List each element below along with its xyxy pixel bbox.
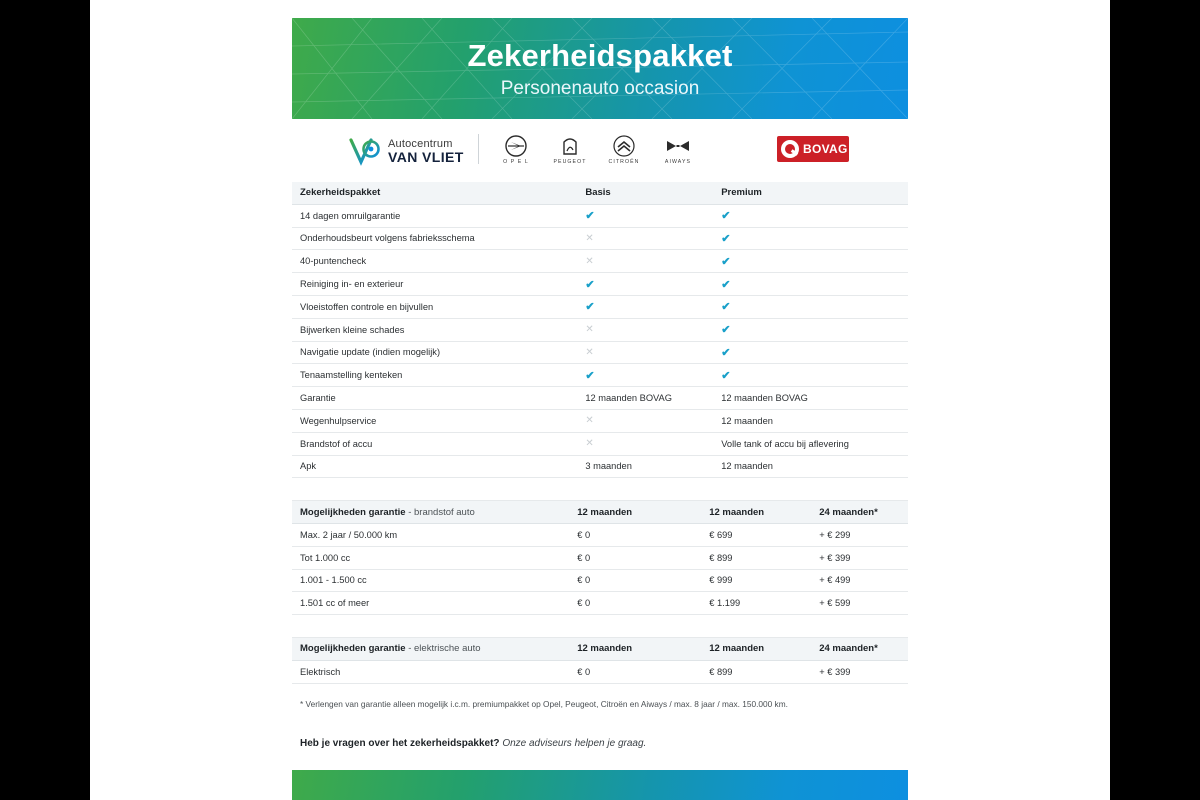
cross-icon: ✕ bbox=[585, 438, 594, 450]
column-header-term-3: 24 maanden* bbox=[811, 638, 908, 660]
basis-value bbox=[577, 250, 713, 273]
feature-label: Reiniging in- en exterieur bbox=[292, 273, 577, 296]
price-12m-basis: € 0 bbox=[569, 546, 701, 569]
basis-value bbox=[577, 432, 713, 455]
price-24m-extra: + € 399 bbox=[811, 546, 908, 569]
premium-value: 12 maanden bbox=[713, 409, 908, 432]
bovag-mark-icon bbox=[781, 140, 799, 158]
warranty-title-sub: - elektrische auto bbox=[405, 643, 481, 655]
check-icon: ✔ bbox=[585, 210, 595, 223]
contact-answer: Onze adviseurs helpen je graag. bbox=[502, 738, 647, 750]
warranty-title: Mogelijkheden garantie bbox=[300, 643, 406, 655]
dealer-logo-text bbox=[388, 139, 464, 165]
feature-label: 1.001 - 1.500 cc bbox=[292, 569, 569, 592]
citroen-caption: CITROËN bbox=[608, 159, 640, 165]
feature-label: Onderhoudsbeurt volgens fabrieksschema bbox=[292, 227, 577, 250]
premium-value: 12 maanden bbox=[713, 455, 908, 478]
price-12m-basis: € 0 bbox=[569, 660, 701, 683]
column-header-term-2: 12 maanden bbox=[701, 638, 811, 660]
header-banner bbox=[292, 18, 908, 119]
table-spacer-row bbox=[292, 478, 908, 501]
column-header-term-3: 24 maanden* bbox=[811, 501, 908, 523]
price-12m-premium: € 699 bbox=[701, 523, 811, 546]
table-row bbox=[292, 409, 908, 432]
cross-icon: ✕ bbox=[585, 255, 594, 267]
check-icon: ✔ bbox=[721, 232, 731, 245]
dealer-name-line1: Autocentrum bbox=[388, 137, 453, 150]
price-12m-premium: € 999 bbox=[701, 569, 811, 592]
table-row bbox=[292, 250, 908, 273]
feature-label: 14 dagen omruilgarantie bbox=[292, 204, 577, 227]
price-24m-extra: + € 599 bbox=[811, 592, 908, 615]
feature-label: Brandstof of accu bbox=[292, 432, 577, 455]
table-row bbox=[292, 387, 908, 410]
table-row bbox=[292, 660, 908, 683]
brand-row bbox=[292, 130, 908, 175]
cross-icon: ✕ bbox=[585, 324, 594, 336]
basis-value bbox=[577, 409, 713, 432]
premium-value bbox=[713, 318, 908, 341]
contact-line bbox=[292, 738, 908, 749]
van-vliet-mark-icon bbox=[348, 136, 382, 168]
basis-value bbox=[577, 227, 713, 250]
basis-value bbox=[577, 318, 713, 341]
table-row bbox=[292, 546, 908, 569]
column-header-term-2: 12 maanden bbox=[701, 501, 811, 523]
feature-label: Bijwerken kleine schades bbox=[292, 318, 577, 341]
basis-value bbox=[577, 295, 713, 318]
table-row bbox=[292, 364, 908, 387]
feature-label: 40-puntencheck bbox=[292, 250, 577, 273]
check-icon: ✔ bbox=[585, 301, 595, 314]
basis-value bbox=[577, 364, 713, 387]
column-header-term-1: 12 maanden bbox=[569, 501, 701, 523]
check-icon: ✔ bbox=[721, 324, 731, 337]
warranty-title: Mogelijkheden garantie bbox=[300, 506, 406, 518]
feature-label: Tot 1.000 cc bbox=[292, 546, 569, 569]
brand-divider bbox=[478, 134, 479, 164]
page-title: Zekerheidspakket bbox=[467, 38, 733, 73]
check-icon: ✔ bbox=[585, 278, 595, 291]
feature-label: Tenaamstelling kenteken bbox=[292, 364, 577, 387]
feature-label: Navigatie update (indien mogelijk) bbox=[292, 341, 577, 364]
table-row bbox=[292, 341, 908, 364]
table-row bbox=[292, 204, 908, 227]
warranty-electric-table bbox=[292, 638, 908, 684]
content-area bbox=[292, 182, 908, 749]
feature-label: Garantie bbox=[292, 387, 577, 410]
column-header-warranty-options bbox=[292, 501, 569, 523]
package-comparison-table bbox=[292, 182, 908, 501]
feature-label: Elektrisch bbox=[292, 660, 569, 683]
column-header-warranty-options bbox=[292, 638, 569, 660]
table-row bbox=[292, 523, 908, 546]
check-icon: ✔ bbox=[721, 278, 731, 291]
premium-value bbox=[713, 295, 908, 318]
table-header-row bbox=[292, 501, 908, 523]
page-subtitle: Personenauto occasion bbox=[500, 78, 700, 99]
price-24m-extra: + € 299 bbox=[811, 523, 908, 546]
peugeot-lion-icon bbox=[552, 134, 588, 158]
column-header-basis: Basis bbox=[577, 182, 713, 204]
table-row bbox=[292, 227, 908, 250]
feature-label: Wegenhulpservice bbox=[292, 409, 577, 432]
check-icon: ✔ bbox=[721, 255, 731, 268]
cross-icon: ✕ bbox=[585, 232, 594, 244]
cross-icon: ✕ bbox=[585, 346, 594, 358]
aiways-logo bbox=[660, 134, 696, 165]
citroen-chevrons-icon bbox=[606, 134, 642, 158]
opel-logo bbox=[498, 134, 534, 165]
premium-value bbox=[713, 341, 908, 364]
opel-blitz-icon bbox=[498, 134, 534, 158]
table-header-row bbox=[292, 182, 908, 204]
feature-label: Max. 2 jaar / 50.000 km bbox=[292, 523, 569, 546]
price-24m-extra: + € 399 bbox=[811, 660, 908, 683]
bovag-badge bbox=[777, 136, 849, 162]
feature-label: Vloeistoffen controle en bijvullen bbox=[292, 295, 577, 318]
column-header-term-1: 12 maanden bbox=[569, 638, 701, 660]
table-spacer-row bbox=[292, 615, 908, 638]
price-24m-extra: + € 499 bbox=[811, 569, 908, 592]
basis-value bbox=[577, 341, 713, 364]
check-icon: ✔ bbox=[585, 369, 595, 382]
price-12m-premium: € 899 bbox=[701, 546, 811, 569]
table-row bbox=[292, 273, 908, 296]
aiways-mark-icon bbox=[660, 134, 696, 158]
price-12m-premium: € 899 bbox=[701, 660, 811, 683]
price-12m-basis: € 0 bbox=[569, 569, 701, 592]
premium-value bbox=[713, 204, 908, 227]
dealer-name-line2: VAN VLIET bbox=[388, 149, 464, 166]
oem-logo-group bbox=[498, 134, 696, 165]
document-page bbox=[90, 0, 1110, 800]
basis-value: 3 maanden bbox=[577, 455, 713, 478]
feature-label: 1.501 cc of meer bbox=[292, 592, 569, 615]
bovag-label: BOVAG bbox=[803, 142, 848, 156]
basis-value bbox=[577, 273, 713, 296]
premium-value: Volle tank of accu bij aflevering bbox=[713, 432, 908, 455]
price-12m-basis: € 0 bbox=[569, 592, 701, 615]
dealer-logo bbox=[348, 136, 464, 168]
warranty-fuel-table bbox=[292, 501, 908, 638]
footnote: * Verlengen van garantie alleen mogelijk i.c.m. premiumpakket op Opel, Peugeot, Citroën en Aiways / max. 8 jaar / max. 150.000 km. bbox=[300, 698, 788, 709]
price-12m-basis: € 0 bbox=[569, 523, 701, 546]
premium-value bbox=[713, 250, 908, 273]
cross-icon: ✕ bbox=[585, 415, 594, 427]
opel-caption: O P E L bbox=[503, 159, 529, 165]
basis-value bbox=[577, 204, 713, 227]
premium-value bbox=[713, 227, 908, 250]
price-12m-premium: € 1.199 bbox=[701, 592, 811, 615]
column-header-premium: Premium bbox=[713, 182, 908, 204]
table-row bbox=[292, 569, 908, 592]
aiways-caption: AIWAYS bbox=[664, 159, 692, 165]
table-row bbox=[292, 318, 908, 341]
table-row bbox=[292, 455, 908, 478]
basis-value: 12 maanden BOVAG bbox=[577, 387, 713, 410]
warranty-title-sub: - brandstof auto bbox=[405, 506, 475, 518]
premium-value: 12 maanden BOVAG bbox=[713, 387, 908, 410]
feature-label: Apk bbox=[292, 455, 577, 478]
check-icon: ✔ bbox=[721, 301, 731, 314]
column-header-feature: Zekerheidspakket bbox=[292, 182, 577, 204]
check-icon: ✔ bbox=[721, 369, 731, 382]
contact-question: Heb je vragen over het zekerheidspakket? bbox=[300, 738, 500, 750]
premium-value bbox=[713, 364, 908, 387]
peugeot-logo bbox=[552, 134, 588, 165]
table-row bbox=[292, 295, 908, 318]
table-row bbox=[292, 432, 908, 455]
citroen-logo bbox=[606, 134, 642, 165]
premium-value bbox=[713, 273, 908, 296]
footer-banner bbox=[292, 770, 908, 800]
table-header-row bbox=[292, 638, 908, 660]
check-icon: ✔ bbox=[721, 346, 731, 359]
table-row bbox=[292, 592, 908, 615]
peugeot-caption: PEUGEOT bbox=[553, 159, 587, 165]
check-icon: ✔ bbox=[721, 210, 731, 223]
